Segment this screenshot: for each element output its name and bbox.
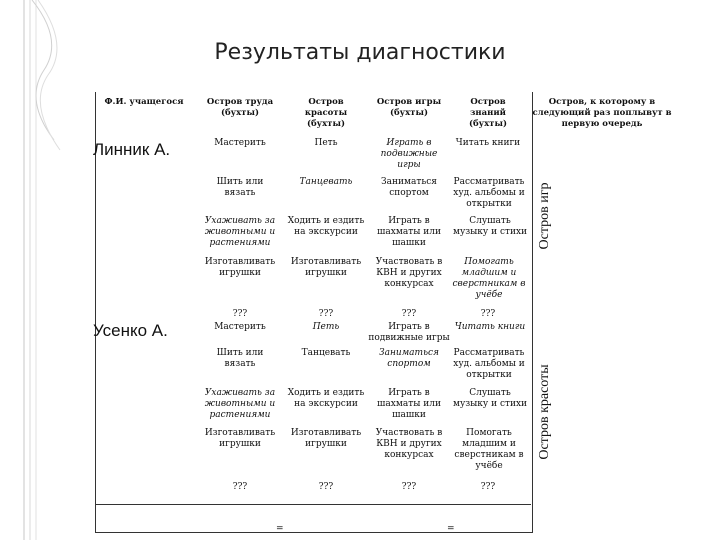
table-cell: Изготавливать игрушки: [290, 428, 362, 449]
table-cell: ???: [401, 482, 417, 492]
footer-mark: =: [447, 524, 455, 534]
header-next-island: Остров, к которому в следующий раз поплывут в первую очередь: [532, 97, 672, 129]
header-beauty: Остров красоты (бухты): [304, 97, 348, 129]
table-cell: Играть в подвижные игры: [368, 322, 450, 343]
table-cell: ???: [232, 482, 248, 492]
table-divider: [95, 504, 531, 505]
table-cell: Читать книги: [454, 322, 526, 332]
table-cell: Шить или вязать: [216, 177, 264, 198]
header-student: Ф.И. учащегося: [104, 97, 184, 107]
table-cell: ???: [318, 309, 334, 319]
next-island-value: Остров красоты: [537, 364, 552, 460]
table-cell: ???: [480, 482, 496, 492]
table-cell: Слушать музыку и стихи: [452, 216, 528, 237]
table-cell: Читать книги: [455, 138, 521, 148]
table-cell: Слушать музыку и стихи: [452, 388, 528, 409]
table-cell: Шить или вязать: [216, 348, 264, 369]
table-cell: ???: [318, 482, 334, 492]
table-cell: Заниматься спортом: [379, 348, 439, 369]
table-cell: Изготавливать игрушки: [204, 257, 276, 278]
decorative-border: [14, 0, 66, 540]
table-cell: ???: [480, 309, 496, 319]
header-knowledge: Остров знаний (бухты): [468, 97, 507, 129]
table-cell: Ухаживать за животными и растениями: [204, 388, 276, 420]
student-name: Линник А.: [93, 140, 171, 159]
table-cell: Рассматривать худ. альбомы и открытки: [453, 177, 525, 209]
table-cell: Изготавливать игрушки: [290, 257, 362, 278]
table-cell: ???: [232, 309, 248, 319]
table-cell: Рассматривать худ. альбомы и открытки: [453, 348, 525, 380]
table-cell: Изготавливать игрушки: [204, 428, 276, 449]
table-cell: Петь: [312, 322, 340, 332]
table-cell: Помогать младшим и сверстникам в учёбе: [454, 428, 524, 471]
next-island-value: Остров игр: [537, 182, 552, 250]
table-cell: Ходить и ездить на экскурсии: [287, 388, 365, 409]
table-cell: Играть в шахматы или шашки: [377, 216, 441, 248]
table-cell: Мастерить: [214, 322, 266, 332]
footer-mark: =: [276, 524, 284, 534]
table-cell: Заниматься спортом: [381, 177, 437, 198]
table-cell: Играть в шахматы или шашки: [377, 388, 441, 420]
table-cell: Танцевать: [301, 348, 351, 358]
table-cell: Помогать младшим и сверстникам в учёбе: [452, 257, 526, 300]
table-cell: Участвовать в КВН и других конкурсах: [375, 257, 443, 289]
header-games: Остров игры (бухты): [376, 97, 442, 118]
table-cell: ???: [401, 309, 417, 319]
student-name: Усенко А.: [93, 321, 168, 340]
page-title: Результаты диагностики: [214, 40, 506, 65]
table-cell: Петь: [314, 138, 338, 148]
table-cell: Ходить и ездить на экскурсии: [287, 216, 365, 237]
header-labor: Остров труда (бухты): [206, 97, 274, 118]
table-cell: Играть в подвижные игры: [380, 138, 438, 170]
table-cell: Мастерить: [214, 138, 266, 148]
table-cell: Танцевать: [299, 177, 353, 187]
table-cell: Участвовать в КВН и других конкурсах: [375, 428, 443, 460]
table-cell: Ухаживать за животными и растениями: [204, 216, 276, 248]
